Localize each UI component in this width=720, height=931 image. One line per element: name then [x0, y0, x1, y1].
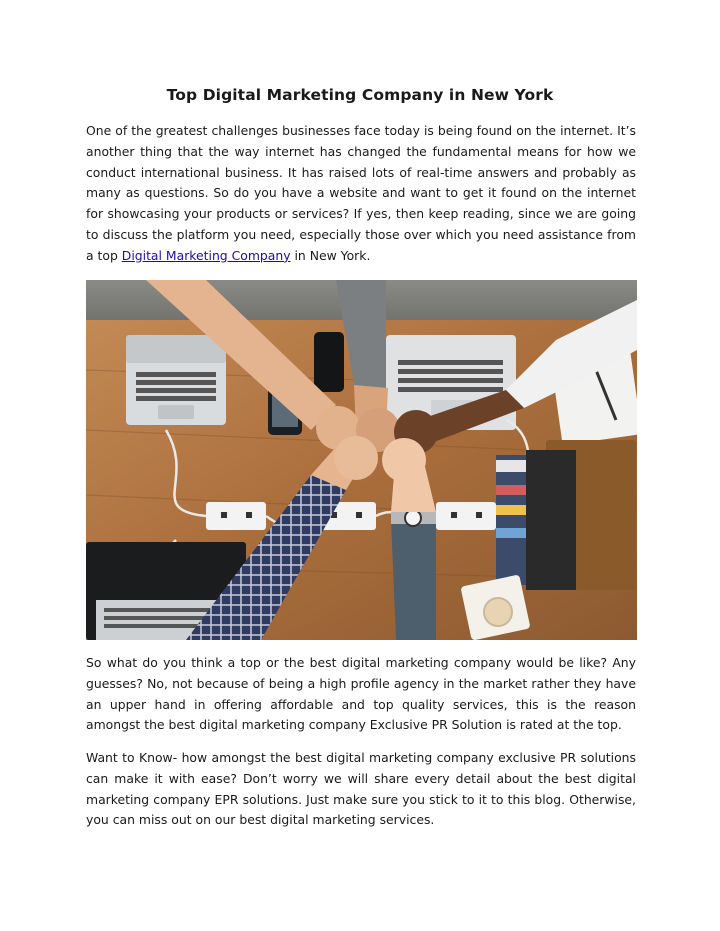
digital-marketing-company-link[interactable]: Digital Marketing Company	[121, 247, 291, 263]
intro-text: One of the greatest challenges businesses face today is being found on the internet. It’s another thing that the way internet has changed the fundamental means for how we conduct international business. It has raised lots of real-time answers and probably as many as questions. So do you have a website and want to get it found on the internet for showcasing your products or services? If yes, then keep reading, since we are going to discuss the platform you need, especially those over which you need assistance from a top	[86, 123, 636, 263]
intro-paragraph	[86, 121, 636, 267]
intro-text-end: in New York.	[290, 247, 371, 263]
third-paragraph: Want to Know- how amongst the best digital marketing company exclusive PR solutions can make it with ease? Don’t worry we will share every detail about the best digital marketing company EPR solutions. Just make sure you stick to it to this blog. Otherwise, you can miss out on our best digital marketing services.	[86, 750, 636, 828]
second-paragraph: So what do you think a top or the best digital marketing company would be like? Any guesses? No, not because of being a high profile agency in the market rather they have an upper hand in offering affordable and top quality services, this is the reason amongst the best digital marketing company Exclusive PR Solution is rated at the top.	[86, 655, 636, 733]
teamwork-photo	[86, 280, 637, 640]
page-title: Top Digital Marketing Company in New York	[166, 86, 554, 104]
